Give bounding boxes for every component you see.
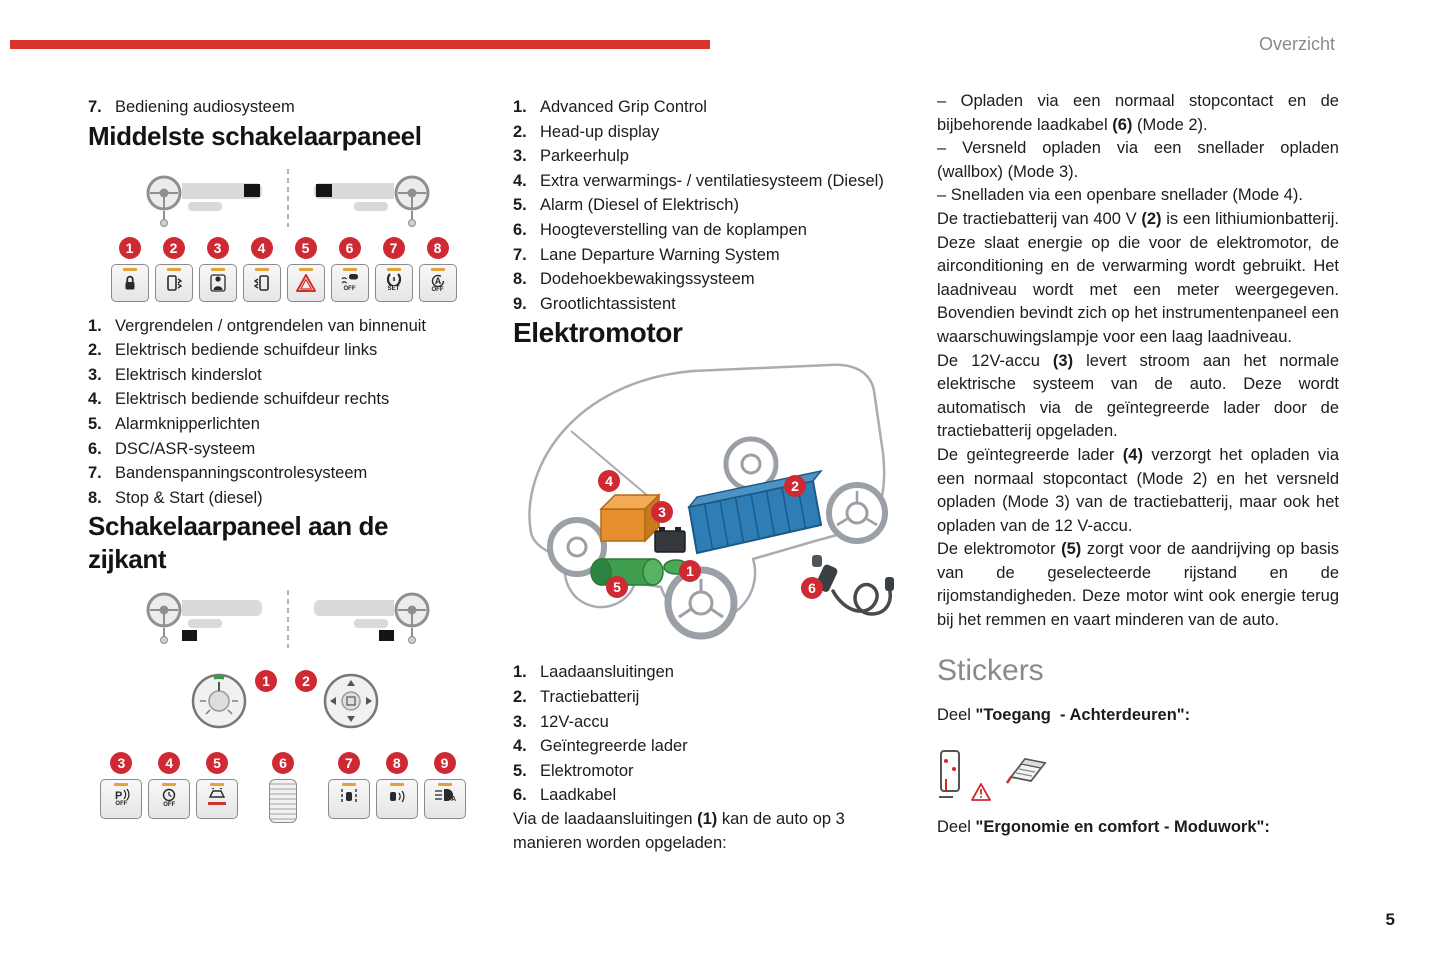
section-heading-elektromotor: Elektromotor: [513, 317, 683, 349]
button-cell: [110, 237, 149, 302]
warning-triangle-icon: [971, 783, 991, 801]
dashboard-shape: [314, 600, 394, 616]
label-circle: 5: [295, 237, 317, 259]
button-cell: [154, 237, 193, 302]
timer-clock-icon: [161, 788, 177, 802]
list-item: [88, 387, 466, 412]
item-text: 12V-accu: [540, 712, 609, 731]
item-number: 8.: [513, 270, 527, 289]
headlamp-auto-icon: [433, 788, 457, 802]
alarm-red-mark: [208, 802, 226, 805]
svg-text:P: P: [115, 790, 123, 802]
item-number: 4.: [88, 390, 102, 409]
label-circle: 6: [339, 237, 361, 259]
item-text: Hoogteverstelling van de koplampen: [540, 220, 807, 239]
dashboard-side-panel-diagram: [138, 588, 438, 650]
button-row-gap: [243, 752, 261, 823]
list-item: [88, 412, 466, 437]
item-number: 2.: [88, 341, 102, 360]
car-skid-icon: [340, 273, 360, 286]
van-label-6: 6: [801, 577, 823, 599]
van-label-3: 3: [651, 501, 673, 523]
item-text: Vergrendelen / ontgrendelen van binnenuit: [115, 316, 426, 335]
button-led: [210, 783, 224, 786]
button-led: [211, 268, 225, 271]
svg-text:A: A: [434, 275, 441, 286]
item-number: 1.: [513, 98, 527, 116]
label-circle: 1: [119, 237, 141, 259]
item-text: Laadaansluitingen: [540, 663, 674, 682]
list-item: [513, 120, 913, 145]
stop-start-off-button: [419, 264, 457, 302]
item-number: 5.: [513, 196, 527, 215]
item-number: 1.: [88, 316, 102, 335]
label-circle: 6: [272, 752, 294, 774]
far-rear-wheel: [829, 485, 885, 541]
middle-panel-buttons: [110, 237, 466, 302]
item-text: Alarmknipperlichten: [115, 414, 260, 433]
blind-spot-button: [376, 779, 418, 819]
button-led: [438, 783, 452, 786]
label-circle: 5: [206, 752, 228, 774]
button-cell: [100, 752, 143, 823]
item-text: Advanced Grip Control: [540, 98, 707, 116]
column-left: [88, 95, 466, 823]
svg-text:A: A: [450, 796, 456, 803]
label-circle: 8: [427, 237, 449, 259]
label-circle: 3: [207, 237, 229, 259]
child-lock-button: [199, 264, 237, 302]
button-cell: [328, 752, 371, 823]
item-text: Alarm (Diesel of Elektrisch): [540, 196, 739, 215]
sliding-door-right-icon: [252, 273, 272, 293]
item-text: Elektromotor: [540, 761, 634, 780]
button-cell: [330, 237, 369, 302]
list-item: [513, 734, 913, 759]
button-cell: [286, 237, 325, 302]
sticker-section-label-2: Deel "Ergonomie en comfort - Moduwork":: [937, 817, 1270, 836]
button-led: [162, 783, 176, 786]
paragraph: De 12V-accu (3) levert stroom aan het normale elektrische systeem van de auto. Deze wordt automatisch via de geïntegreerde lader door de tractiebatterij opgeladen.: [937, 351, 1344, 441]
item-text: DSC/ASR-systeem: [115, 439, 256, 458]
aux-heating-timer-button: [148, 779, 190, 819]
item-text: Stop & Start (diesel): [115, 488, 263, 507]
blind-spot-icon: [387, 788, 407, 803]
button-led: [387, 268, 401, 271]
button-led: [431, 268, 445, 271]
onboard-charger-art: [601, 495, 659, 541]
steering-wheel-icon: [396, 594, 428, 644]
paragraph: – Versneld opladen via een snellader opladen (wallbox) (Mode 3).: [937, 139, 1344, 181]
list-item: [88, 314, 466, 339]
list-item: [88, 95, 466, 120]
item-text: Lane Departure Warning System: [540, 245, 780, 264]
side-panel-list: [513, 95, 913, 316]
item-number: 5.: [88, 414, 102, 433]
item-text: Extra verwarmings- / ventilatiesysteem (Diesel): [540, 171, 884, 190]
button-cell: [423, 752, 466, 823]
button-cell: [196, 752, 239, 823]
paragraph: – Opladen via een normaal stopcontact en de bijbehorende laadkabel (6) (Mode 2).: [937, 92, 1344, 134]
button-text: OFF: [431, 286, 444, 293]
elektromotor-list: [513, 660, 913, 808]
electric-van-diagram: [513, 361, 905, 646]
item-number: 4.: [513, 737, 527, 756]
label-circle: 7: [338, 752, 360, 774]
charging-cable-art: [812, 555, 894, 614]
page-header: Overzicht: [1258, 34, 1335, 54]
item-text: Grootlichtassistent: [540, 294, 676, 313]
list-item: [88, 461, 466, 486]
tyre-pressure-set-button: [375, 264, 413, 302]
item-number: 6.: [88, 439, 102, 458]
van-label-2: 2: [784, 475, 806, 497]
item-number: 8.: [88, 488, 102, 507]
paragraph: De geïntegreerde lader (4) verzorgt het opladen via een normaal stopcontact (Mode 2) en het versneld opladen (Mode 3) van de tractiebatterij, maar ook het opladen van de 12 V-accu.: [937, 445, 1344, 535]
van-label-4: 4: [598, 470, 620, 492]
hazard-triangle-icon: [295, 273, 317, 293]
lane-departure-button: [328, 779, 370, 819]
button-text: OFF: [343, 285, 356, 292]
item-number: 7.: [88, 464, 102, 483]
list-item: [513, 193, 913, 218]
list-item: [513, 243, 913, 268]
button-led: [255, 268, 269, 271]
item-number: 5.: [513, 761, 527, 780]
item-number: 6.: [513, 220, 527, 239]
van-label-1: 1: [679, 560, 701, 582]
12v-battery-art: [655, 527, 685, 552]
item-number: 6.: [513, 786, 527, 805]
list-item: [513, 759, 913, 784]
list-item: [88, 363, 466, 388]
button-led: [390, 783, 404, 786]
section-heading-side-panel: Schakelaarpaneel aan de zijkant: [88, 511, 389, 575]
lane-departure-icon: [339, 788, 359, 803]
van-outline-art: [513, 361, 905, 646]
item-number: 4.: [513, 171, 527, 190]
button-led: [167, 268, 181, 271]
item-number: 7.: [88, 98, 102, 116]
list-item: [513, 95, 913, 120]
charging-intro-paragraph: Via de laadaansluitingen (1) kan de auto op 3 manieren worden opgeladen:: [513, 809, 850, 852]
panel-location-marker: [316, 184, 332, 197]
button-cell: [375, 752, 418, 823]
button-text: OFF: [163, 802, 176, 809]
label-circle: 4: [251, 237, 273, 259]
item-number: 7.: [513, 245, 527, 264]
button-led: [299, 268, 313, 271]
item-text: Tractiebatterij: [540, 687, 640, 706]
alarm-button: [196, 779, 238, 819]
button-led: [343, 268, 357, 271]
middle-panel-list: [88, 314, 466, 511]
button-cell: [242, 237, 281, 302]
paragraph: De tractiebatterij van 400 V (2) is een lithiumionbatterij. Deze slaat energie op die voor de elektromotor, de airconditioning en de verwarming wordt gebruikt. Het laadniveau wordt met een meter weergegeven. Bovendien bevindt zich op het instrumentenpaneel een waarschuwingslampje voor een laag laadniveau.: [937, 209, 1344, 346]
label-circle: 9: [434, 752, 456, 774]
steering-wheel-icon: [396, 177, 428, 227]
list-item: [513, 144, 913, 169]
item-number: 2.: [513, 122, 527, 141]
paragraph: – Snelladen via een openbare snellader (Mode 4).: [937, 186, 1303, 205]
dashboard-shape: [182, 600, 262, 616]
label-circle: 2: [163, 237, 185, 259]
label-circle: 8: [386, 752, 408, 774]
side-panel-buttons: [100, 752, 466, 823]
item-text: Dodehoekbewakingssysteem: [540, 270, 755, 289]
button-led: [114, 783, 128, 786]
item-number: 2.: [513, 687, 527, 706]
button-cell: [148, 752, 191, 823]
van-label-5: 5: [606, 576, 628, 598]
label-circle: 1: [255, 670, 277, 692]
tyre-icon: [384, 273, 404, 286]
item-text: Elektrisch bediende schuifdeur rechts: [115, 390, 390, 409]
esp-asr-off-button: [331, 264, 369, 302]
item-text: Geïntegreerde lader: [540, 737, 688, 756]
button-led: [123, 268, 137, 271]
button-cell: [418, 237, 457, 302]
steering-wheel-icon: [148, 177, 180, 227]
section-heading-stickers: Stickers: [937, 653, 1044, 687]
button-text: SET: [387, 285, 400, 292]
item-number: 1.: [513, 663, 527, 682]
list-item: [513, 783, 913, 808]
item-text: Parkeerhulp: [540, 147, 629, 166]
label-circle: 3: [110, 752, 132, 774]
button-led: [342, 783, 356, 786]
page-number: 5: [1385, 910, 1395, 929]
section-heading-middle-panel: Middelste schakelaarpaneel: [88, 120, 422, 151]
label-circle: 4: [158, 752, 180, 774]
item-number: 3.: [513, 147, 527, 166]
button-row-gap: [305, 752, 323, 823]
list-item: [513, 660, 913, 685]
list-item: [513, 292, 913, 317]
list-item: [513, 685, 913, 710]
sliding-door-left-icon: [164, 273, 184, 293]
item-text: Bandenspanningscontrolesysteem: [115, 464, 368, 483]
list-item: [513, 267, 913, 292]
panel-location-marker: [244, 184, 260, 197]
padlock-icon: [120, 273, 140, 293]
list-item: [513, 218, 913, 243]
list-item: [88, 338, 466, 363]
list-item: [88, 437, 466, 462]
panel-location-marker: [379, 630, 394, 641]
sliding-door-left-button: [155, 264, 193, 302]
alarm-icon: [206, 788, 228, 800]
sticker-section-label-1: Deel "Toegang - Achterdeuren":: [937, 705, 1191, 724]
button-text: OFF: [115, 801, 128, 808]
paragraph: De elektromotor (5) zorgt voor de aandrijving op basis van de geselecteerde rijstand en de rijomstandigheden. Deze motor wint ook energie terug bij het remmen en vaart minderen van de auto.: [937, 540, 1344, 630]
auto-stop-start-icon: [428, 273, 448, 287]
list-item: [513, 710, 913, 735]
button-cell: [374, 237, 413, 302]
list-item: [88, 486, 466, 511]
near-rear-wheel: [668, 570, 734, 636]
item-text: Elektrisch bediende schuifdeur links: [115, 341, 378, 360]
item-text: Elektrisch kinderslot: [115, 365, 262, 384]
button-cell: [266, 752, 299, 823]
item-number: 9.: [513, 294, 527, 313]
sliding-door-right-button: [243, 264, 281, 302]
rear-door-sticker-icon: [937, 749, 963, 801]
panel-location-marker: [182, 630, 197, 641]
park-assist-icon: [110, 788, 132, 801]
item-text: Head-up display: [540, 122, 660, 141]
steering-wheel-icon: [148, 594, 180, 644]
column-middle: [513, 95, 913, 855]
hazard-warning-button: [287, 264, 325, 302]
four-way-control-dial: [322, 672, 380, 730]
column-right: [937, 90, 1344, 839]
label-circle: 7: [383, 237, 405, 259]
label-circle: 2: [295, 670, 317, 692]
list-item: [513, 169, 913, 194]
item-text: Laadkabel: [540, 786, 617, 805]
booklet-icon: [1005, 753, 1049, 787]
headlamp-leveling-thumbwheel: [269, 779, 297, 823]
sticker-icons-row: [937, 739, 1339, 801]
child-lock-icon: [208, 273, 228, 293]
auto-high-beam-button: [424, 779, 466, 819]
interior-lock-button: [111, 264, 149, 302]
button-cell: [198, 237, 237, 302]
top-accent-bar: [10, 40, 710, 49]
side-panel-dials: [88, 664, 466, 744]
dashboard-middle-panel-diagram: [138, 167, 438, 229]
lighting-rotary-dial: [190, 672, 248, 730]
item-number: 3.: [88, 365, 102, 384]
item-number: 3.: [513, 712, 527, 731]
item-text: Bediening audiosysteem: [115, 98, 295, 116]
park-assist-off-button: [100, 779, 142, 819]
